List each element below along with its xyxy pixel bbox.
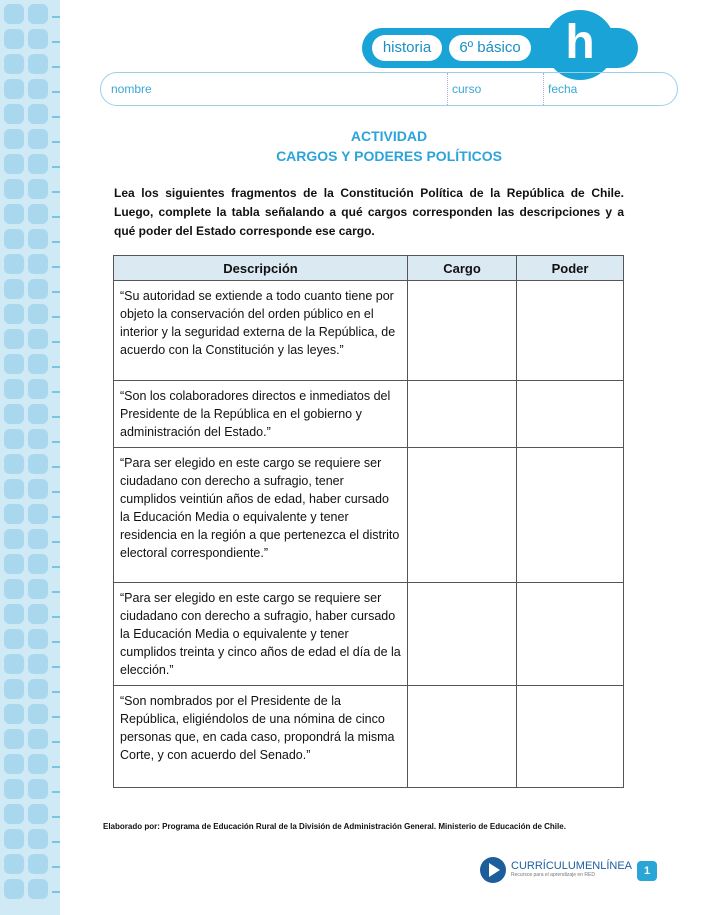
- decorative-square: [28, 29, 48, 49]
- decorative-square: [28, 629, 48, 649]
- poder-cell[interactable]: [517, 448, 624, 583]
- decorative-tick: [52, 841, 60, 843]
- decorative-square: [28, 79, 48, 99]
- decorative-square: [4, 579, 24, 599]
- decorative-tick: [52, 491, 60, 493]
- decorative-square: [28, 504, 48, 524]
- decorative-square: [4, 879, 24, 899]
- brand: [511, 860, 632, 878]
- decorative-square: [4, 179, 24, 199]
- decorative-square: [28, 204, 48, 224]
- description-cell: “Son los colaboradores directos e inmediatos del Presidente de la República en el gobierno y administración del Estado.”: [114, 381, 408, 448]
- brand-tagline: Recursos para el aprendizaje en RED: [511, 872, 595, 878]
- decorative-square: [28, 104, 48, 124]
- date-field[interactable]: fecha: [548, 82, 578, 96]
- decorative-square: [4, 229, 24, 249]
- decorative-square: [28, 654, 48, 674]
- decorative-square: [4, 404, 24, 424]
- decorative-tick: [52, 641, 60, 643]
- decorative-tick: [52, 266, 60, 268]
- decorative-square: [28, 479, 48, 499]
- decorative-tick: [52, 616, 60, 618]
- decorative-square: [28, 329, 48, 349]
- decorative-square: [28, 779, 48, 799]
- subject-tag: historia: [372, 35, 442, 61]
- poder-cell[interactable]: [517, 381, 624, 448]
- decorative-square: [28, 254, 48, 274]
- decorative-tick: [52, 16, 60, 18]
- decorative-tick: [52, 816, 60, 818]
- decorative-square: [4, 304, 24, 324]
- decorative-square: [4, 829, 24, 849]
- decorative-tick: [52, 391, 60, 393]
- decorative-tick: [52, 291, 60, 293]
- decorative-square: [28, 879, 48, 899]
- decorative-tick: [52, 891, 60, 893]
- decorative-square: [28, 354, 48, 374]
- decorative-square: [28, 4, 48, 24]
- decorative-tick: [52, 741, 60, 743]
- decorative-square: [28, 304, 48, 324]
- decorative-square: [4, 254, 24, 274]
- decorative-tick: [52, 791, 60, 793]
- decorative-square: [28, 54, 48, 74]
- decorative-square: [4, 504, 24, 524]
- decorative-square: [28, 429, 48, 449]
- decorative-tick: [52, 341, 60, 343]
- decorative-square: [4, 854, 24, 874]
- table-row: [114, 583, 624, 686]
- poder-cell[interactable]: [517, 686, 624, 788]
- decorative-square: [4, 729, 24, 749]
- decorative-square: [4, 154, 24, 174]
- student-info-bar: [100, 72, 678, 106]
- decorative-square: [4, 54, 24, 74]
- decorative-strip: [0, 0, 60, 915]
- decorative-square: [4, 654, 24, 674]
- decorative-square: [28, 554, 48, 574]
- decorative-tick: [52, 366, 60, 368]
- decorative-square: [28, 754, 48, 774]
- decorative-tick: [52, 566, 60, 568]
- name-field[interactable]: nombre: [111, 82, 152, 96]
- cargo-cell[interactable]: [408, 381, 517, 448]
- poder-cell[interactable]: [517, 281, 624, 381]
- decorative-square: [4, 429, 24, 449]
- decorative-square: [4, 29, 24, 49]
- decorative-square: [28, 129, 48, 149]
- curriculum-logo-icon: [480, 857, 506, 883]
- decorative-tick: [52, 766, 60, 768]
- decorative-tick: [52, 441, 60, 443]
- page-number: 1: [637, 861, 657, 881]
- decorative-tick: [52, 166, 60, 168]
- decorative-square: [28, 679, 48, 699]
- decorative-square: [4, 529, 24, 549]
- decorative-square: [28, 729, 48, 749]
- cargo-cell[interactable]: [408, 686, 517, 788]
- decorative-square: [28, 454, 48, 474]
- course-field[interactable]: curso: [452, 82, 482, 96]
- decorative-square: [28, 154, 48, 174]
- decorative-tick: [52, 591, 60, 593]
- decorative-square: [4, 454, 24, 474]
- grade-tag: 6º básico: [449, 35, 531, 61]
- header-poder: Poder: [517, 256, 624, 281]
- description-cell: “Para ser elegido en este cargo se requiere ser ciudadano con derecho a sufragio, tener cumplidos veintiún años de edad, haber cursado la Educación Media o equivalente y tener residencia en la región a que pertenezca el distrito electoral correspondiente.”: [114, 448, 408, 583]
- decorative-square: [28, 829, 48, 849]
- instructions: Lea los siguientes fragmentos de la Constitución Política de la República de Chile. Luego, complete la tabla señalando a qué cargos corresponden las descripciones y a qué poder del Estado corresponde ese cargo.: [114, 186, 624, 238]
- decorative-square: [4, 554, 24, 574]
- description-cell: “Su autoridad se extiende a todo cuanto tiene por objeto la conservación del orden público en el interior y la seguridad externa de la República, de acuerdo con la Constitución y las leyes.”: [114, 281, 408, 381]
- decorative-square: [28, 279, 48, 299]
- header-description: Descripción: [114, 256, 408, 281]
- decorative-square: [28, 604, 48, 624]
- decorative-tick: [52, 541, 60, 543]
- decorative-tick: [52, 516, 60, 518]
- description-cell: “Para ser elegido en este cargo se requiere ser ciudadano con derecho a sufragio, haber cursado la Educación Media o equivalente y tener cumplidos treinta y cinco años de edad el día de la elección.”: [114, 583, 408, 686]
- decorative-tick: [52, 116, 60, 118]
- decorative-square: [4, 679, 24, 699]
- description-cell: “Son nombrados por el Presidente de la República, eligiéndolos de una nómina de cinco personas que, en cada caso, propondrá la misma Corte, y con acuerdo del Senado.”: [114, 686, 408, 788]
- decorative-square: [28, 804, 48, 824]
- decorative-square: [28, 179, 48, 199]
- decorative-square: [28, 579, 48, 599]
- decorative-tick: [52, 666, 60, 668]
- decorative-tick: [52, 316, 60, 318]
- decorative-tick: [52, 191, 60, 193]
- decorative-square: [28, 379, 48, 399]
- poder-cell[interactable]: [517, 583, 624, 686]
- decorative-square: [4, 754, 24, 774]
- decorative-tick: [52, 91, 60, 93]
- brand-name: CURRÍCULUMENLÍNEA: [511, 860, 633, 872]
- decorative-square: [4, 804, 24, 824]
- cargo-cell[interactable]: [408, 281, 517, 381]
- activity-label: ACTIVIDAD: [350, 128, 428, 144]
- decorative-square: [4, 379, 24, 399]
- header-cargo: Cargo: [408, 256, 517, 281]
- decorative-square: [4, 4, 24, 24]
- page-title: CARGOS Y PODERES POLÍTICOS: [276, 148, 502, 164]
- decorative-square: [4, 704, 24, 724]
- decorative-square: [28, 229, 48, 249]
- decorative-square: [28, 529, 48, 549]
- decorative-tick: [52, 691, 60, 693]
- credit-text: Elaborado por: Programa de Educación Rural de la División de Administración General. Ministerio de Educación de Chile.: [103, 822, 566, 831]
- subject-logo: h: [545, 10, 615, 80]
- decorative-square: [4, 329, 24, 349]
- decorative-square: [28, 854, 48, 874]
- table-row: [114, 686, 624, 788]
- decorative-tick: [52, 241, 60, 243]
- table-row: [114, 448, 624, 583]
- decorative-tick: [52, 866, 60, 868]
- divider: [447, 73, 448, 105]
- divider: [543, 73, 544, 105]
- decorative-square: [4, 129, 24, 149]
- decorative-square: [4, 629, 24, 649]
- activity-table: [113, 255, 624, 788]
- decorative-square: [4, 104, 24, 124]
- decorative-square: [4, 354, 24, 374]
- decorative-tick: [52, 66, 60, 68]
- decorative-tick: [52, 716, 60, 718]
- cargo-cell[interactable]: [408, 448, 517, 583]
- decorative-tick: [52, 416, 60, 418]
- decorative-square: [4, 279, 24, 299]
- decorative-square: [28, 704, 48, 724]
- decorative-square: [4, 604, 24, 624]
- decorative-square: [4, 79, 24, 99]
- decorative-square: [28, 404, 48, 424]
- decorative-tick: [52, 141, 60, 143]
- decorative-tick: [52, 216, 60, 218]
- decorative-square: [4, 779, 24, 799]
- decorative-square: [4, 479, 24, 499]
- cargo-cell[interactable]: [408, 583, 517, 686]
- decorative-square: [4, 204, 24, 224]
- table-row: [114, 381, 624, 448]
- decorative-tick: [52, 41, 60, 43]
- table-row: [114, 281, 624, 381]
- decorative-tick: [52, 466, 60, 468]
